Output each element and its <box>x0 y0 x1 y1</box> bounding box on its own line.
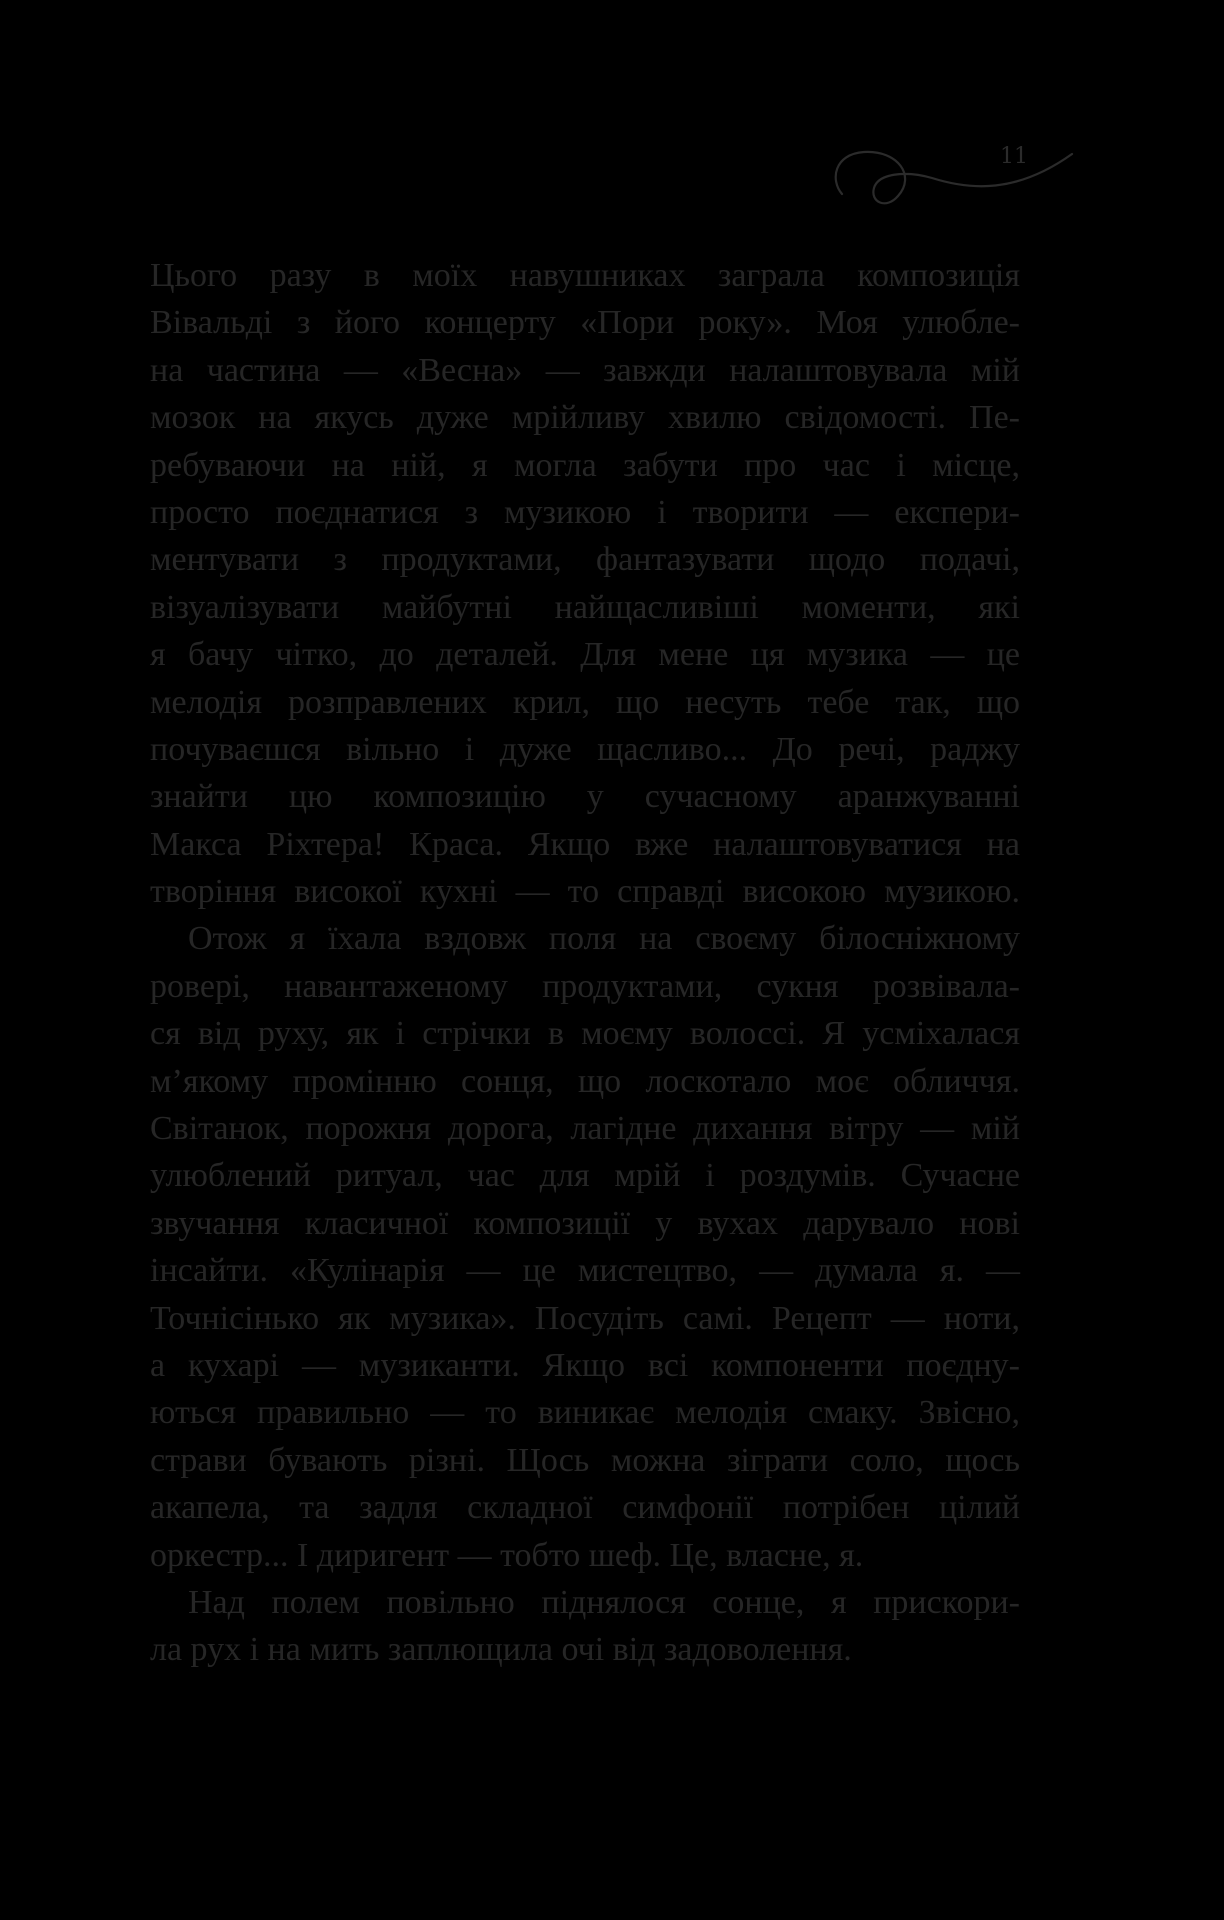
text-line: знайти цю композицію у сучасному аранжуванні <box>150 778 1020 816</box>
text-line: почуваєшся вільно і дуже щасливо... До речі, раджу <box>150 730 1020 768</box>
text-line: Цього разу в моїх навушниках заграла композиція <box>150 257 1020 294</box>
text-line: мозок на якусь дуже мрійливу хвилю свідомості. Пе- <box>150 399 1020 437</box>
text-line: Точнісінько як музика». Посудіть самі. Рецепт — ноти, <box>150 1299 1020 1337</box>
text-line: страви бувають різні. Щось можна зіграти соло, щось <box>150 1441 1020 1479</box>
flourish-swirl-icon <box>820 140 1080 220</box>
text-line: візуалізувати майбутні найщасливіші моменти, які <box>150 588 1020 626</box>
text-line: м’якому промінню сонця, що лоскотало моє обличчя. <box>150 1062 1020 1100</box>
text-line: ровері, навантаженому продуктами, сукня розвівала- <box>150 967 1020 1005</box>
paragraph-last-line: ла рух і на мить заплющила очі від задоволення. <box>150 1631 852 1669</box>
text-line: ються правильно — то виникає мелодія смаку. Звісно, <box>150 1394 1020 1432</box>
text-line: інсайти. «Кулінарія — це мистецтво, — думала я. — <box>150 1252 1020 1290</box>
text-line: Макса Ріхтера! Краса. Якщо вже налаштовуватися на <box>150 825 1020 863</box>
text-line: акапела, та задля складної симфонії потрібен цілий <box>150 1489 1020 1527</box>
text-line: улюблений ритуал, час для мрій і роздумів. Сучасне <box>150 1157 1020 1195</box>
text-line: просто поєднатися з музикою і творити — експери- <box>150 493 1020 531</box>
text-line: я бачу чітко, до деталей. Для мене ця музика — це <box>150 636 1020 674</box>
paragraph-first-line: Отож я їхала вздовж поля на своєму білосніжному <box>188 920 1020 958</box>
paragraph-last-line: оркестр... І диригент — тобто шеф. Це, власне, я. <box>150 1536 864 1574</box>
text-line: а кухарі — музиканти. Якщо всі компоненти поєдну- <box>150 1346 1020 1384</box>
text-line: мелодія розправлених крил, що несуть тебе так, що <box>150 683 1020 721</box>
text-line: Вівальді з його концерту «Пори року». Моя улюбле- <box>150 304 1020 342</box>
paragraph-first-line: Над полем повільно піднялося сонце, я прискори- <box>188 1583 1020 1621</box>
text-line: Світанок, порожня дорога, лагідне дихання вітру — мій <box>150 1110 1020 1148</box>
text-line: ментувати з продуктами, фантазувати щодо подачі, <box>150 541 1020 579</box>
text-line: звучання класичної композиції у вухах дарувало нові <box>150 1204 1020 1242</box>
paragraph-last-line: творіння високої кухні — то справді високою музикою. <box>150 873 1020 911</box>
body-text <box>150 252 1020 1674</box>
text-line: ся від руху, як і стрічки в моєму волоссі. Я усміхалася <box>150 1015 1020 1053</box>
text-line: на частина — «Весна» — завжди налаштовувала мій <box>150 351 1020 389</box>
text-line: ребуваючи на ній, я могла забути про час і місце, <box>150 446 1020 484</box>
page-number: 11 <box>1000 144 1028 169</box>
